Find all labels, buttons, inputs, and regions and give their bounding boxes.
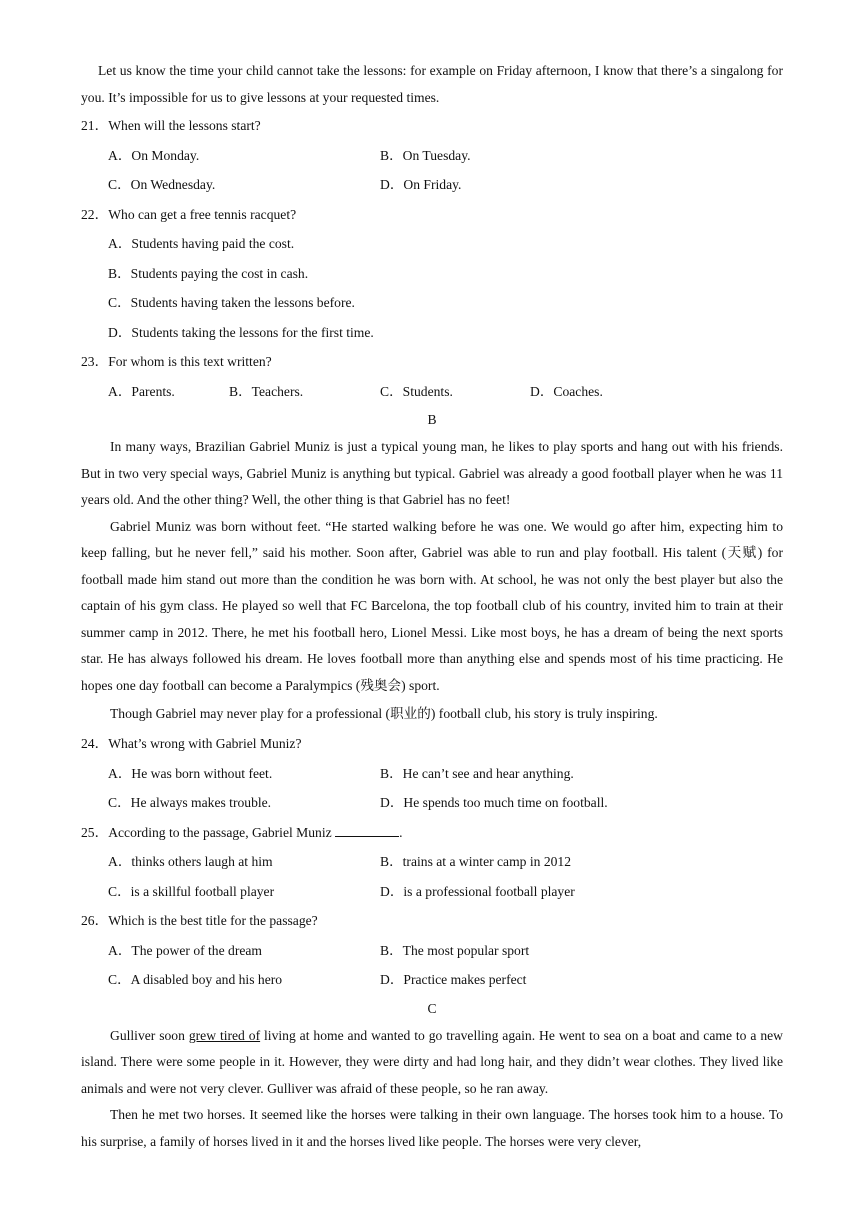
options-row: [81, 229, 783, 259]
passage-b-paragraph-2: Gabriel Muniz was born without feet. “He started walking before he was one. We would go after him, expecting him to keep falling, but he never fell,” said his mother. Soon after, Gabriel was able to run and play football. His talent (天赋) for football made him stand out more than the condition he was born with. At school, he was not only the best player but also the captain of his gym class. He played so well that FC Barcelona, the top football club of his country, invited him to train at their summer camp in 2012. There, he met his football hero, Lionel Messi. Like most boys, he has a dream of being the next sports star. He has always followed his dream. He loves football more than anything else and spends most of his time practicing. He hopes one day football can become a Paralympics (残奥会) sport.: [81, 518, 783, 693]
exam-page: [81, 58, 783, 1155]
option-a: A．Parents.: [108, 383, 175, 399]
options-row: [81, 759, 783, 789]
passage-b-paragraph-3: Though Gabriel may never play for a professional (职业的) football club, his story is truly inspiring.: [110, 706, 658, 721]
question-24: [81, 729, 783, 759]
option-d: D．Practice makes perfect: [380, 972, 527, 987]
question-23: [81, 347, 783, 377]
options-row: [81, 788, 783, 818]
question-number: 26．: [81, 913, 109, 928]
question-text: What’s wrong with Gabriel Muniz?: [108, 736, 302, 751]
option-c: C．is a skillful football player: [108, 883, 275, 899]
options-row: [81, 141, 783, 171]
options-row: [81, 288, 783, 318]
passage-c-paragraph-1: [81, 1023, 783, 1103]
option-c: C．A disabled boy and his hero: [108, 972, 283, 987]
answer-blank: [335, 824, 399, 837]
option-a: A．The power of the dream: [108, 942, 263, 958]
text-run: Gulliver soon: [110, 1027, 189, 1043]
option-c: C．He always makes trouble.: [108, 795, 272, 810]
question-number: 23．: [81, 354, 109, 369]
option-d: D．Students taking the lessons for the first time.: [108, 324, 374, 340]
option-d: D．is a professional football player: [380, 883, 575, 899]
question-number: 22．: [81, 206, 109, 222]
option-b: B．The most popular sport: [380, 942, 530, 958]
option-b: B．trains at a winter camp in 2012: [380, 854, 572, 869]
options-row: [81, 847, 783, 877]
question-22: [81, 200, 783, 230]
question-number: 24．: [81, 736, 109, 751]
option-b: B．On Tuesday.: [380, 147, 471, 163]
option-a: A．He was born without feet.: [108, 765, 273, 781]
question-26: [81, 906, 783, 936]
options-row: [81, 965, 783, 995]
section-b-heading: B: [427, 412, 437, 427]
question-text: According to the passage, Gabriel Muniz: [108, 824, 332, 840]
question-number: 25．: [81, 824, 109, 840]
options-row: [81, 170, 783, 200]
question-text: Who can get a free tennis racquet?: [108, 206, 297, 222]
option-c: C．On Wednesday.: [108, 177, 216, 192]
question-text: When will the lessons start?: [108, 118, 261, 133]
option-d: D．On Friday.: [380, 177, 462, 192]
option-b: B．Teachers.: [229, 383, 304, 399]
option-a: A．Students having paid the cost.: [108, 236, 295, 251]
options-row: [81, 877, 783, 907]
intro-paragraph: Let us know the time your child cannot take the lessons: for example on Friday afternoon, I know that there’s a singalong for you. It’s impossible for us to give lessons at your requested times.: [81, 63, 783, 105]
passage-b-paragraph-1: In many ways, Brazilian Gabriel Muniz is just a typical young man, he likes to play sports and hang out with his friends. But in two very special ways, Gabriel Muniz is anything but typical. Gabriel was already a good football player when he was 11 years old. And the other thing? Well, the other thing is that Gabriel has no feet!: [81, 439, 783, 507]
underlined-phrase: grew tired of: [188, 1027, 261, 1043]
option-c: C．Students.: [380, 383, 453, 399]
option-a: A．On Monday.: [108, 147, 200, 163]
question-25: [81, 818, 783, 848]
option-c: C．Students having taken the lessons before.: [108, 295, 355, 310]
question-21: [81, 111, 783, 141]
option-a: A．thinks others laugh at him: [108, 854, 273, 869]
question-text: Which is the best title for the passage?: [108, 913, 318, 928]
options-row: [81, 318, 783, 348]
section-c-heading: C: [427, 1000, 437, 1016]
text-run: living at home and wanted to go travelling again. He went to sea on a boat and came to a new island. There were some people in it. However, they were dirty and had long hair, and they didn’t wear clothes. They lived like animals and were not very clever. Gulliver was afraid of these people, so he ran away.: [81, 1027, 784, 1096]
option-d: D．He spends too much time on football.: [380, 795, 608, 810]
options-row: [81, 936, 783, 966]
question-text: For whom is this text written?: [108, 354, 272, 369]
question-end: .: [399, 824, 403, 840]
options-row: [81, 377, 783, 407]
passage-c-paragraph-2: Then he met two horses. It seemed like the horses were talking in their own language. The horses took him to a house. To his surprise, a family of horses lived in it and the horses lived like people. The horses were very clever,: [81, 1107, 783, 1149]
option-b: B．Students paying the cost in cash.: [108, 265, 309, 281]
option-d: D．Coaches.: [530, 383, 603, 399]
option-b: B．He can’t see and hear anything.: [380, 765, 574, 781]
question-number: 21．: [81, 118, 109, 133]
options-row: [81, 259, 783, 289]
